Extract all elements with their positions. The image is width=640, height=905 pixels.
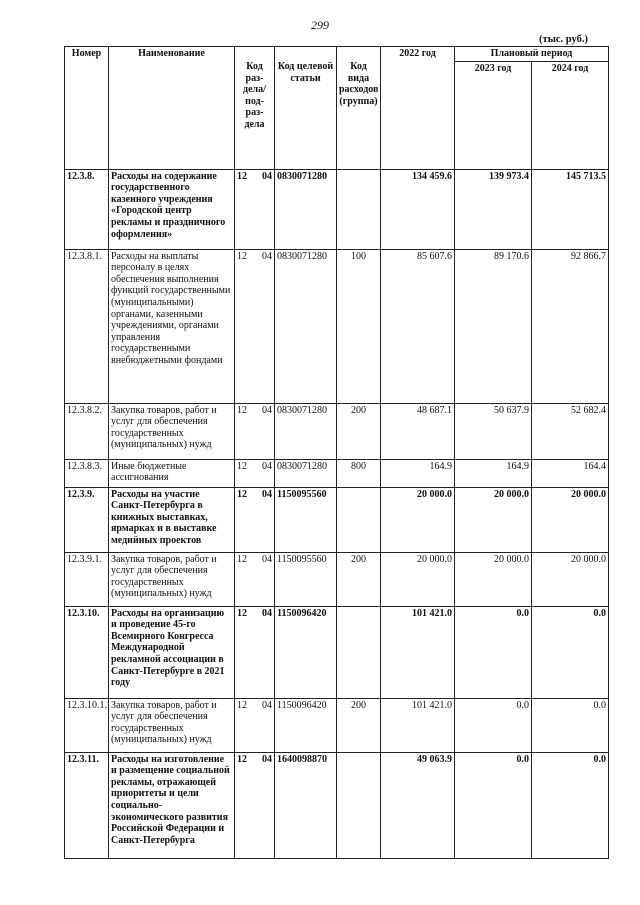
- row-2022: 101 421.0: [381, 698, 455, 752]
- budget-table: [64, 46, 609, 859]
- row-expense-type: 100: [337, 249, 381, 403]
- row-expense-type: [337, 752, 381, 858]
- row-2024: 92 866.7: [532, 249, 609, 403]
- row-2023: 20 000.0: [455, 487, 532, 552]
- row-2022: 48 687.1: [381, 403, 455, 459]
- row-expense-type: [337, 169, 381, 249]
- row-razdel: 12: [237, 404, 247, 416]
- row-2024: 164.4: [532, 459, 609, 487]
- table-row: [65, 552, 609, 606]
- header-2022: 2022 год: [381, 47, 455, 170]
- row-2024: 52 682.4: [532, 403, 609, 459]
- row-razdel: 12: [237, 753, 247, 765]
- header-2024: 2024 год: [532, 61, 609, 169]
- row-name: Расходы на содержание государственного казенного учреждения «Городской центр рекламы и праздничного оформления»: [109, 169, 235, 249]
- row-2023: 50 637.9: [455, 403, 532, 459]
- row-target: 0830071280: [275, 459, 337, 487]
- row-2024: 20 000.0: [532, 487, 609, 552]
- table-row: [65, 698, 609, 752]
- table-row: [65, 249, 609, 403]
- row-name: Закупка товаров, работ и услуг для обеспечения государственных (муниципальных) нужд: [109, 552, 235, 606]
- row-podrazdel: 04: [262, 488, 272, 500]
- row-2024: 145 713.5: [532, 169, 609, 249]
- row-podrazdel: 04: [262, 460, 272, 472]
- page-number: 299: [311, 18, 329, 32]
- row-2022: 101 421.0: [381, 606, 455, 698]
- row-number: 12.3.8.1.: [65, 249, 109, 403]
- row-target: 0830071280: [275, 403, 337, 459]
- header-section: Код раз-дела/ под-раз-дела: [235, 47, 275, 170]
- row-target: 1150095560: [275, 487, 337, 552]
- row-2022: 20 000.0: [381, 487, 455, 552]
- row-number: 12.3.10.: [65, 606, 109, 698]
- row-number: 12.3.10.1.: [65, 698, 109, 752]
- row-expense-type: 800: [337, 459, 381, 487]
- header-name: Наименование: [109, 47, 235, 170]
- row-2023: 89 170.6: [455, 249, 532, 403]
- row-podrazdel: 04: [262, 250, 272, 262]
- row-name: Расходы на изготовление и размещение социальной рекламы, отражающей приоритеты и цели социально-экономического развития Российской Федерации и Санкт-Петербурга: [109, 752, 235, 858]
- row-razdel: 12: [237, 607, 247, 619]
- row-expense-type: [337, 606, 381, 698]
- table-row: [65, 487, 609, 552]
- row-expense-type: 200: [337, 698, 381, 752]
- row-target: 1150095560: [275, 552, 337, 606]
- row-number: 12.3.9.: [65, 487, 109, 552]
- header-2023: 2023 год: [455, 61, 532, 169]
- table-row: [65, 606, 609, 698]
- row-2024: 20 000.0: [532, 552, 609, 606]
- row-podrazdel: 04: [262, 753, 272, 765]
- row-razdel: 12: [237, 170, 247, 182]
- row-2023: 20 000.0: [455, 552, 532, 606]
- table-row: [65, 459, 609, 487]
- row-target: 0830071280: [275, 249, 337, 403]
- row-expense-type: [337, 487, 381, 552]
- row-expense-type: 200: [337, 403, 381, 459]
- table-row: [65, 169, 609, 249]
- row-2022: 134 459.6: [381, 169, 455, 249]
- row-2022: 49 063.9: [381, 752, 455, 858]
- row-podrazdel: 04: [262, 553, 272, 565]
- table-row: [65, 403, 609, 459]
- row-name: Иные бюджетные ассигнования: [109, 459, 235, 487]
- header-target: Код целевой статьи: [275, 47, 337, 170]
- row-razdel: 12: [237, 553, 247, 565]
- table-row: [65, 752, 609, 858]
- header-expense-type: Код вида расходов (группа): [337, 47, 381, 170]
- row-podrazdel: 04: [262, 607, 272, 619]
- row-2024: 0.0: [532, 606, 609, 698]
- row-number: 12.3.8.2.: [65, 403, 109, 459]
- header-number: Номер: [65, 47, 109, 170]
- row-target: 0830071280: [275, 169, 337, 249]
- row-target: 1150096420: [275, 698, 337, 752]
- row-podrazdel: 04: [262, 404, 272, 416]
- row-2022: 20 000.0: [381, 552, 455, 606]
- row-name: Расходы на выплаты персоналу в целях обеспечения выполнения функций государственными (муниципальными) органами, казенными учреждениями, органами управления государственными внебюджетными фондами: [109, 249, 235, 403]
- row-razdel: 12: [237, 699, 247, 711]
- units-label: (тыс. руб.): [539, 34, 588, 45]
- row-podrazdel: 04: [262, 170, 272, 182]
- row-2023: 164.9: [455, 459, 532, 487]
- row-2023: 0.0: [455, 698, 532, 752]
- row-razdel: 12: [237, 250, 247, 262]
- row-razdel: 12: [237, 488, 247, 500]
- row-number: 12.3.8.: [65, 169, 109, 249]
- row-2024: 0.0: [532, 698, 609, 752]
- row-name: Закупка товаров, работ и услуг для обеспечения государственных (муниципальных) нужд: [109, 403, 235, 459]
- row-target: 1150096420: [275, 606, 337, 698]
- row-2023: 0.0: [455, 606, 532, 698]
- row-2023: 139 973.4: [455, 169, 532, 249]
- row-name: Закупка товаров, работ и услуг для обеспечения государственных (муниципальных) нужд: [109, 698, 235, 752]
- row-2022: 85 607.6: [381, 249, 455, 403]
- row-name: Расходы на организацию и проведение 45-го Всемирного Конгресса Международной рекламной ассоциации в Санкт-Петербурге в 2021 году: [109, 606, 235, 698]
- row-razdel: 12: [237, 460, 247, 472]
- header-planned-period: Плановый период: [455, 47, 609, 62]
- row-2024: 0.0: [532, 752, 609, 858]
- row-number: 12.3.8.3.: [65, 459, 109, 487]
- row-expense-type: 200: [337, 552, 381, 606]
- row-number: 12.3.11.: [65, 752, 109, 858]
- row-target: 1640098870: [275, 752, 337, 858]
- row-podrazdel: 04: [262, 699, 272, 711]
- row-name: Расходы на участие Санкт-Петербурга в книжных выставках, ярмарках и в выставке медийных проектов: [109, 487, 235, 552]
- row-2023: 0.0: [455, 752, 532, 858]
- row-2022: 164.9: [381, 459, 455, 487]
- row-number: 12.3.9.1.: [65, 552, 109, 606]
